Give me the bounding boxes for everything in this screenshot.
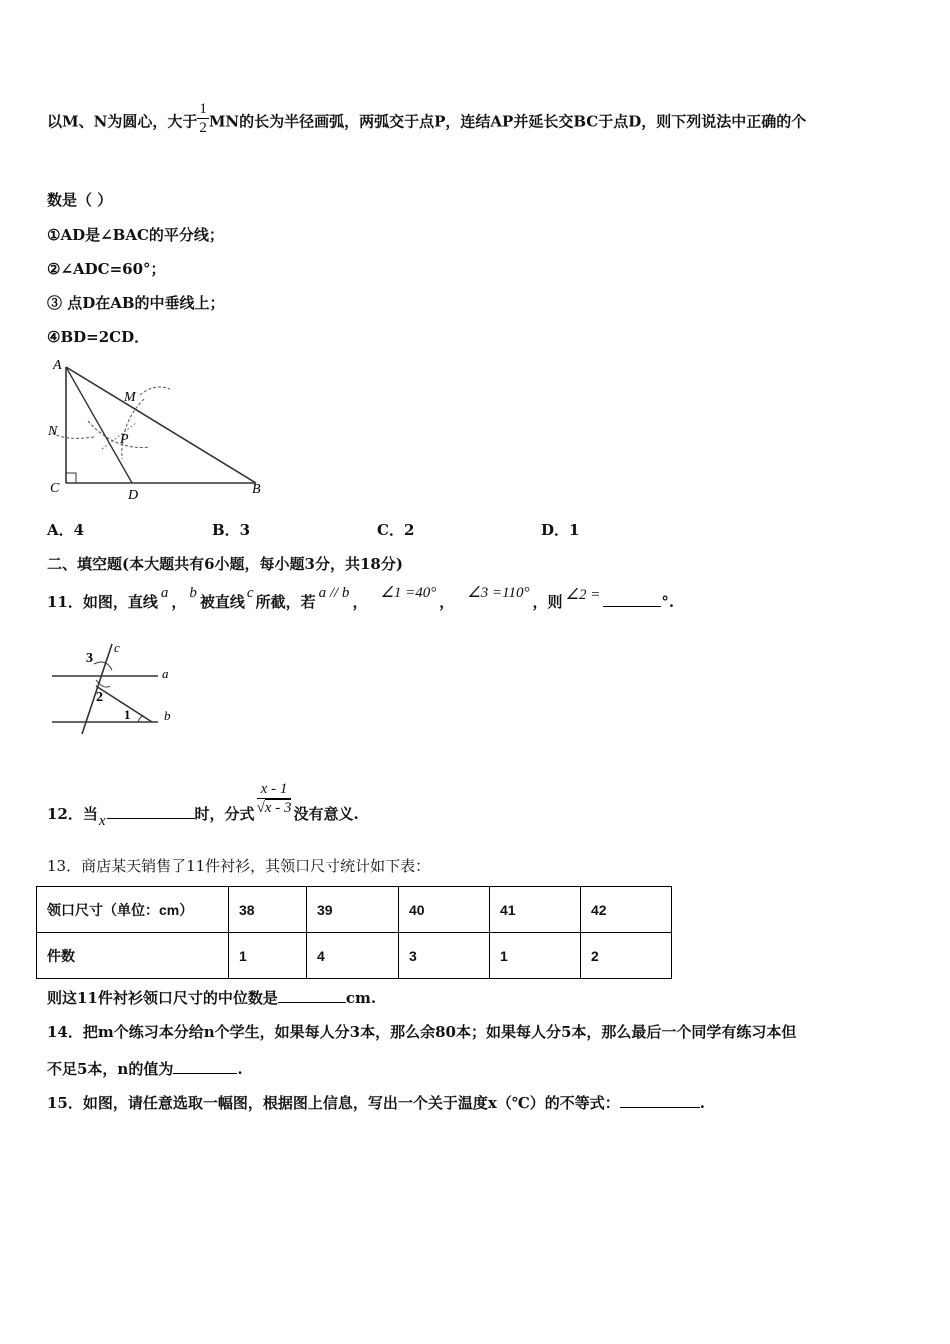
label-p: P	[120, 432, 129, 447]
q13-tail-pre: 则这11件衬衫领口尺寸的中位数是	[47, 989, 278, 1007]
label-a-fig: a	[162, 666, 169, 681]
q10-line1	[47, 101, 807, 141]
q14-line2-post: .	[237, 1060, 243, 1078]
table-cell: 1	[229, 933, 307, 979]
table-row-label: 件数	[37, 933, 229, 979]
q11-parallel-lines-figure	[46, 640, 186, 740]
q10-statement-1: ①AD是∠BAC的平分线；	[47, 226, 224, 244]
side-ab	[66, 367, 256, 483]
q14-line2	[47, 1058, 243, 1079]
label-2: 2	[96, 690, 103, 705]
label-b-fig: b	[164, 708, 171, 723]
section2-heading: 二、填空题(本大题共有6小题，每小题3分，共18分)	[47, 555, 403, 573]
q11-answer-blank[interactable]	[603, 606, 661, 607]
q14-answer-blank[interactable]	[173, 1073, 237, 1074]
q12-answer-blank[interactable]	[107, 818, 195, 819]
q10-line2: 数是（ ）	[47, 191, 113, 209]
q11-line	[47, 585, 675, 612]
label-d: D	[128, 488, 139, 503]
q10-line1-post: MN的长为半径画弧，两弧交于点P，连结AP并延长交BC于点D，则下列说法中正确的个	[208, 112, 807, 131]
table-row-label: 领口尺寸（单位：cm）	[37, 887, 229, 933]
q13-size-table	[36, 886, 672, 979]
table-cell: 38	[229, 887, 307, 933]
q10-option-b: B．3	[212, 521, 251, 539]
table-cell: 42	[581, 887, 672, 933]
arc-mn	[52, 433, 94, 438]
q10-triangle-figure	[44, 355, 274, 505]
label-c: C	[50, 481, 60, 496]
q13-tail	[47, 987, 376, 1008]
q11-p3: 被直线	[199, 593, 245, 611]
arc-m	[140, 387, 170, 395]
q11-p8: °.	[661, 593, 675, 611]
q12-frac-num: x - 1	[257, 780, 292, 799]
q12-p2: 时，分式	[194, 804, 255, 823]
sqrt-sign: √	[256, 800, 265, 816]
table-row	[37, 887, 672, 933]
q15-post: .	[699, 1094, 706, 1112]
q12-p3: 没有意义.	[293, 804, 359, 823]
q11-p7: ，则	[532, 593, 563, 611]
label-a: A	[53, 358, 62, 373]
q12-fraction	[257, 780, 292, 817]
table-cell: 39	[307, 887, 399, 933]
label-b: B	[252, 482, 261, 497]
q11-var-a: a	[160, 585, 169, 601]
q12-line	[47, 772, 359, 829]
q12-frac-den	[257, 799, 292, 817]
table-cell: 3	[399, 933, 490, 979]
construction-line	[102, 423, 136, 449]
label-c-fig: c	[114, 640, 120, 655]
table-cell: 2	[581, 933, 672, 979]
q10-frac-num: 1	[199, 101, 207, 117]
q14-line2-pre: 不足5本，n的值为	[47, 1060, 174, 1078]
q11-p5: ，	[352, 593, 368, 611]
q15-pre: 15．如图，请任意选取一幅图，根据图上信息，写出一个关于温度x（℃）的不等式：	[47, 1094, 620, 1112]
q10-line1-pre: 以M、N为圆心，大于	[47, 112, 198, 131]
q10-frac-den: 2	[199, 120, 207, 136]
q15-answer-blank[interactable]	[620, 1107, 700, 1108]
q11-p2: ，	[171, 593, 187, 611]
label-m: M	[124, 390, 136, 405]
right-angle-mark	[66, 473, 76, 483]
q11-p4: 所截，若	[255, 593, 316, 611]
arc-p1	[88, 421, 150, 447]
q11-cond-angle1: ∠1 =40°	[380, 585, 437, 601]
q13-intro: 13．商店某天销售了11件衬衫，其领口尺寸统计如下表：	[47, 857, 431, 875]
q11-ask-angle2: ∠2 =	[565, 587, 601, 603]
q14-line1: 14．把m个练习本分给n个学生，如果每人分3本，那么余80本；如果每人分5本，那么最后一个同学有练习本但	[47, 1023, 797, 1041]
q11-cond-parallel: a // b	[318, 585, 350, 601]
q10-option-c: C．2	[377, 521, 415, 539]
q13-tail-post: cm.	[345, 989, 377, 1007]
table-cell: 4	[307, 933, 399, 979]
q10-option-a: A．4	[47, 521, 85, 539]
q13-answer-blank[interactable]	[278, 1002, 346, 1003]
q10-option-d: D．1	[541, 521, 580, 539]
q11-p1: 11．如图，直线	[47, 593, 158, 611]
label-3: 3	[86, 651, 93, 666]
table-row	[37, 933, 672, 979]
q11-var-c: c	[246, 585, 254, 601]
q11-var-b: b	[189, 585, 197, 601]
line-ad	[66, 367, 132, 483]
q10-statement-3: ③ 点D在AB的中垂线上；	[47, 294, 225, 312]
q10-half-fraction	[197, 100, 209, 137]
q12-var-x: x	[98, 812, 106, 829]
q15-line	[47, 1092, 705, 1113]
table-cell: 41	[490, 887, 581, 933]
q12-frac-den-text: x - 3	[264, 800, 292, 816]
q12-p1: 12．当	[47, 804, 98, 823]
q11-cond-angle3: ∠3 =110°	[467, 585, 530, 601]
table-cell: 40	[399, 887, 490, 933]
q10-statement-2: ②∠ADC=60°；	[47, 260, 166, 278]
q11-p6: ，	[439, 593, 455, 611]
q10-statement-4: ④BD=2CD．	[47, 328, 150, 346]
label-n: N	[48, 424, 58, 439]
label-1: 1	[124, 707, 131, 722]
table-cell: 1	[490, 933, 581, 979]
